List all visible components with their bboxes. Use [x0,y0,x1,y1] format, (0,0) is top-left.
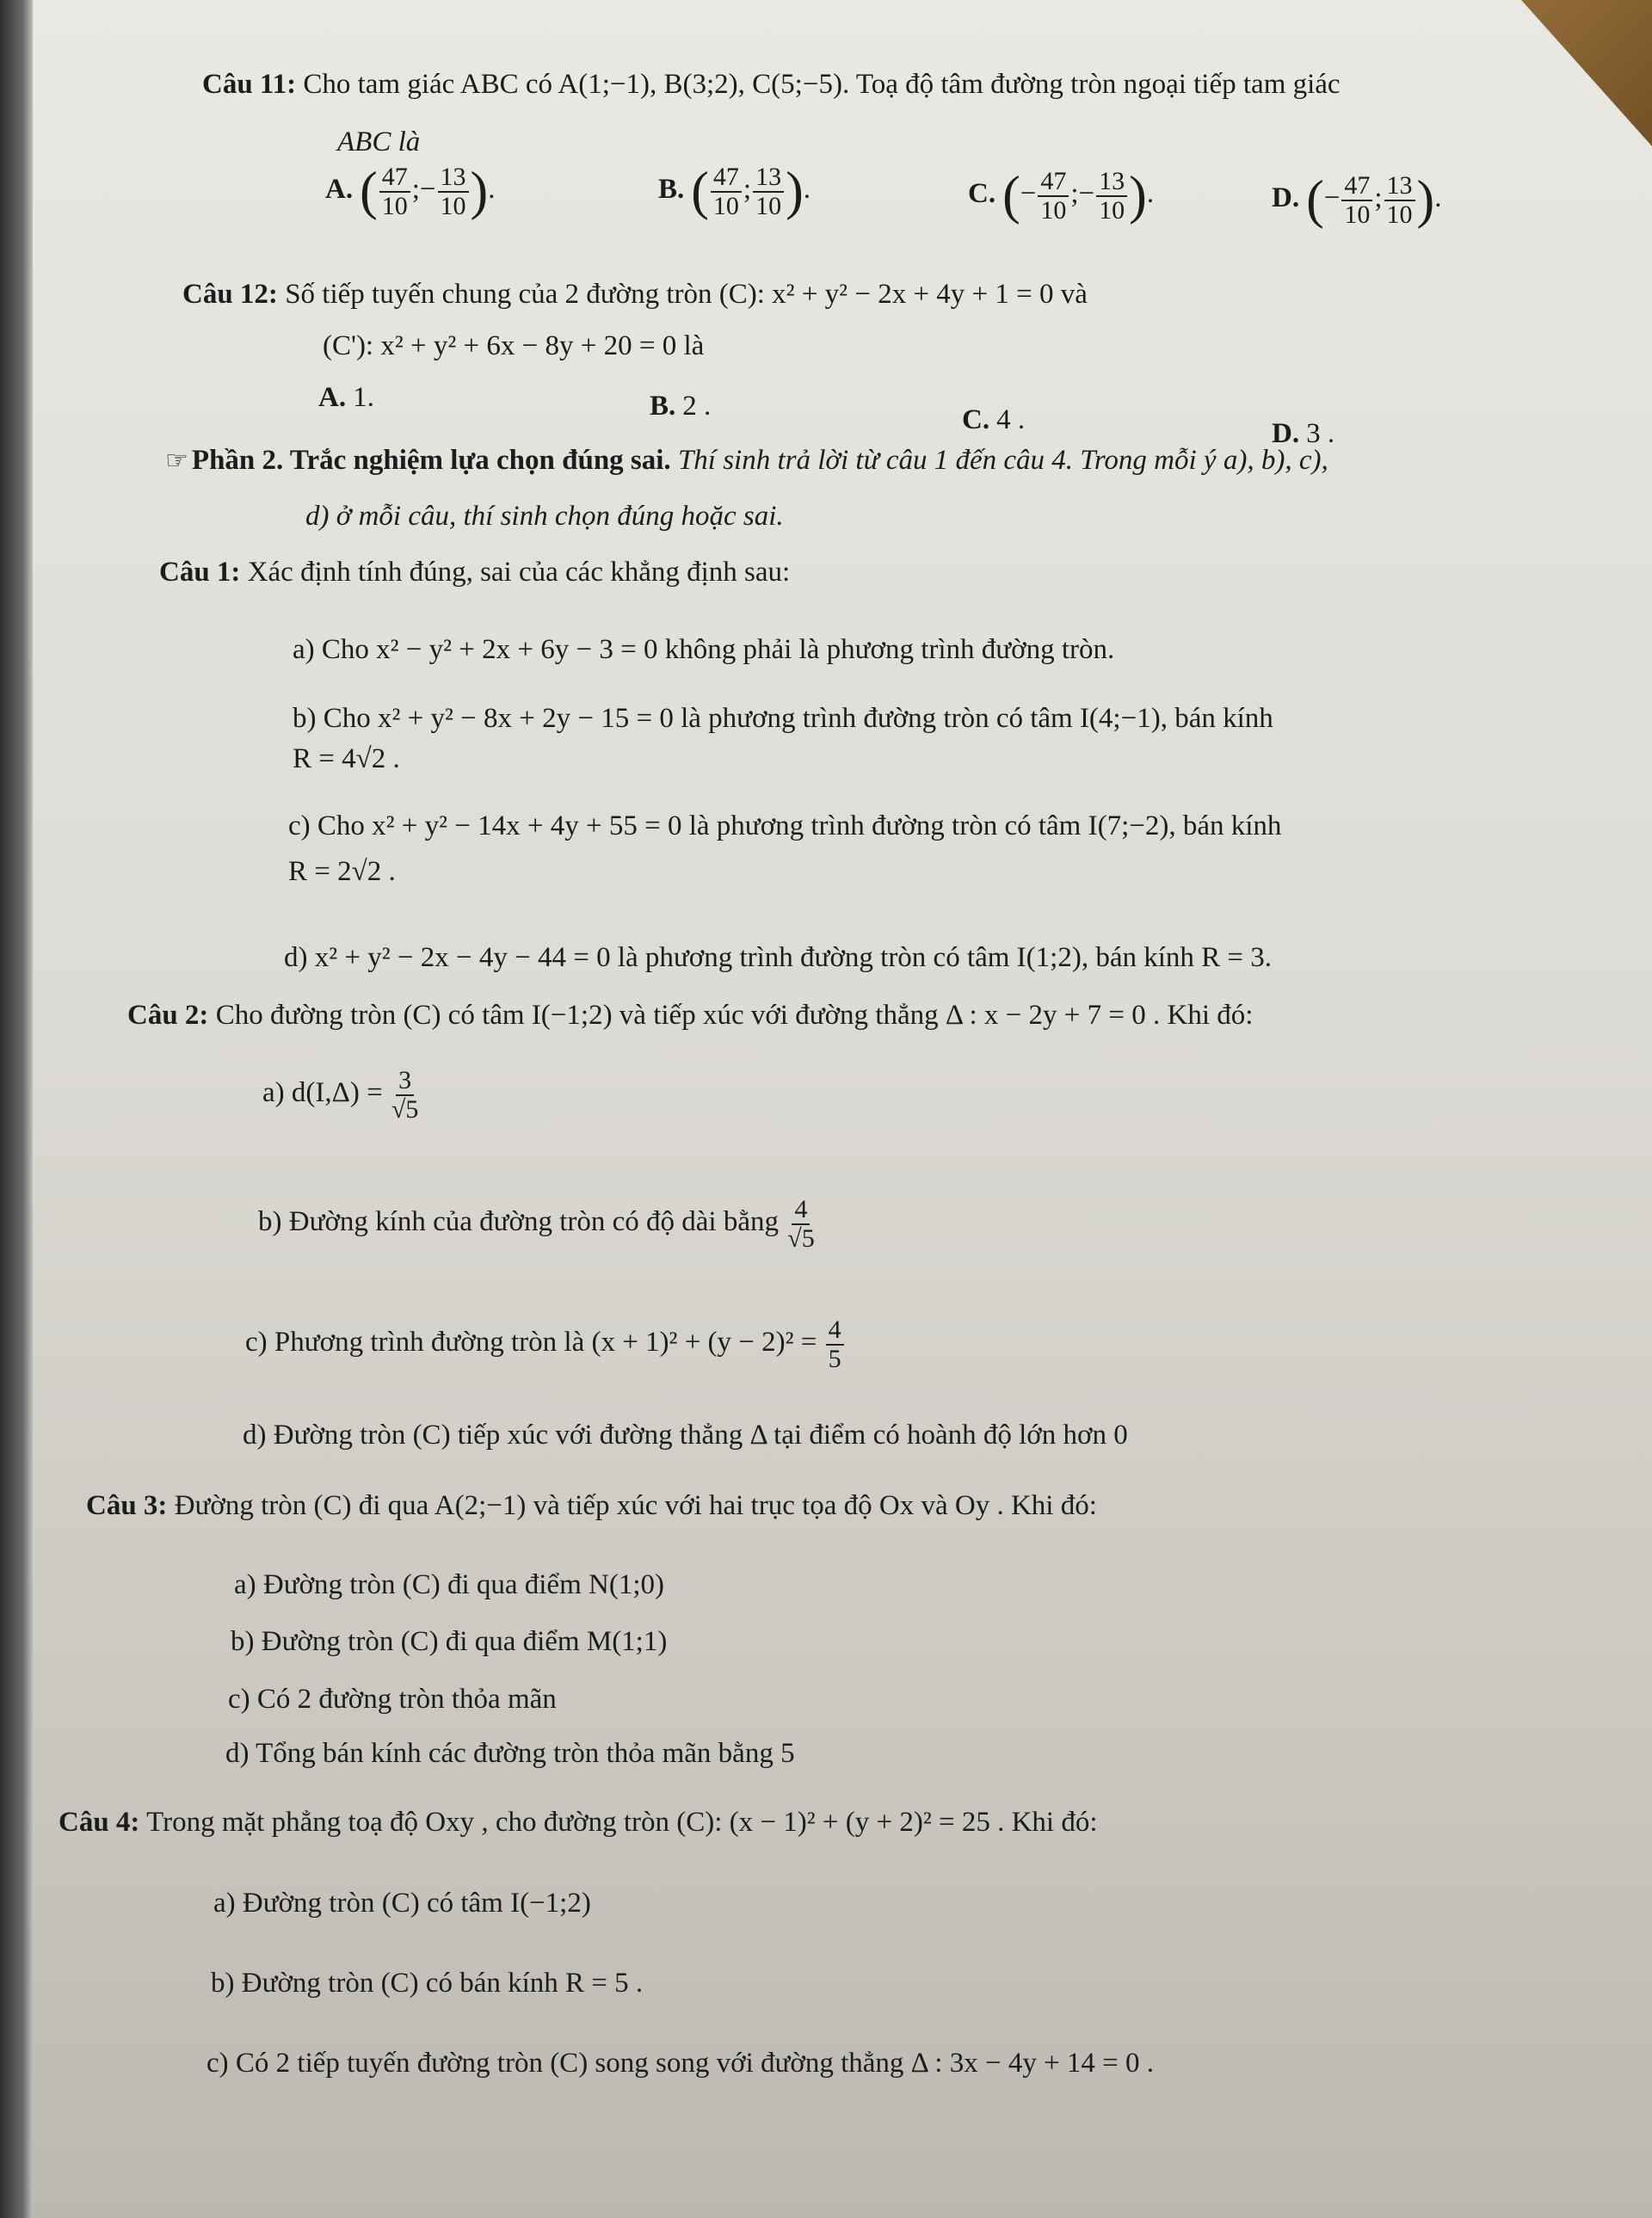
tf3-label: Câu 3: [86,1490,168,1521]
part2-instruction: Thí sinh trả lời từ câu 1 đến câu 4. Trong mỗi ý a), b), c), [677,445,1328,476]
tf1-item-c: c) Cho x² + y² − 14x + 4y + 55 = 0 là phương trình đường tròn có tâm I(7;−2), bán kính [288,810,1282,841]
tf1-item-d: d) x² + y² − 2x − 4y − 44 = 0 là phương trình đường tròn có tâm I(1;2), bán kính R = 3. [284,942,1273,973]
tf3-item-b: b) Đường tròn (C) đi qua điểm M(1;1) [231,1626,668,1657]
q12-option-a: A. 1. [318,382,374,413]
tf4-stem [59,1805,1098,1840]
q12-option-b: B. 2 . [650,391,712,422]
tf4-item-a: a) Đường tròn (C) có tâm I(−1;2) [213,1888,591,1919]
tf3-item-c: c) Có 2 đường tròn thỏa mãn [228,1684,557,1715]
tf1-stem [159,555,790,590]
tf4-label: Câu 4: [59,1807,140,1838]
tf1-item-c-cont: R = 2√2 . [288,856,396,887]
tf1-label: Câu 1: [159,557,241,588]
part2-instruction-cont: d) ở mỗi câu, thí sinh chọn đúng hoặc sai. [305,501,784,532]
tf4-text: Trong mặt phẳng toạ độ Oxy , cho đường tròn (C): (x − 1)² + (y + 2)² = 25 . Khi đó: [146,1807,1098,1838]
q12-text: Số tiếp tuyến chung của 2 đường tròn (C): x² + y² − 2x + 4y + 1 = 0 và [285,279,1088,310]
tf1-item-b-cont: R = 4√2 . [293,743,400,774]
q11-option-b: B. ( $\frac{47}{10}$ ; $\frac{13}{10}$ ). [658,162,811,221]
tf2-item-b: b) Đường kính của đường tròn có độ dài bằng $\frac{4}{√5}$ [258,1195,815,1253]
tf4-item-b: b) Đường tròn (C) có bán kính R = 5 . [211,1968,644,1999]
pointing-hand-icon: ☞ [165,446,188,476]
tf4-item-c: c) Có 2 tiếp tuyến đường tròn (C) song song với đường thẳng Δ : 3x − 4y + 14 = 0 . [206,2048,1155,2079]
tf3-text: Đường tròn (C) đi qua A(2;−1) và tiếp xúc với hai trục tọa độ Ox và Oy . Khi đó: [174,1490,1097,1521]
page-edge-shadow [0,0,33,2218]
tf1-item-a: a) Cho x² − y² + 2x + 6y − 3 = 0 không phải là phương trình đường tròn. [293,634,1115,665]
tf2-item-c: c) Phương trình đường tròn là (x + 1)² + (y − 2)² = $\frac{4}{5}$ [245,1316,846,1372]
q11-text: Cho tam giác ABC có A(1;−1), B(3;2), C(5;−5). Toạ độ tâm đường tròn ngoại tiếp tam giác [303,69,1341,100]
tf2-text: Cho đường tròn (C) có tâm I(−1;2) và tiếp xúc với đường thẳng Δ : x − 2y + 7 = 0 . Khi đó: [215,1000,1254,1031]
q11-option-d: D. (− $\frac{47}{10}$ ; $\frac{13}{10}$ ). [1272,170,1442,230]
tf2-item-d: d) Đường tròn (C) tiếp xúc với đường thẳng Δ tại điểm có hoành độ lớn hơn 0 [243,1420,1128,1451]
tf3-item-d: d) Tổng bán kính các đường tròn thỏa mãn bằng 5 [225,1738,795,1769]
tf2-stem [127,998,1253,1033]
tf2-label: Câu 2: [127,1000,209,1031]
q12-option-c: C. 4 . [962,404,1026,435]
q12-text-cont: (C'): x² + y² + 6x − 8y + 20 = 0 là [323,330,705,361]
part2-heading [165,443,1328,478]
q11-option-c: C. (− $\frac{47}{10}$ ;− $\frac{13}{10}$ ). [968,166,1155,225]
q11-label: Câu 11: [202,69,297,100]
q11-stem [202,67,1341,102]
q11-text-cont: ABC là [337,126,421,157]
tf3-item-a: a) Đường tròn (C) đi qua điểm N(1;0) [234,1569,664,1600]
q11-option-a: A. ( $\frac{47}{10}$ ;− $\frac{13}{10}$ ). [325,162,496,221]
tf1-text: Xác định tính đúng, sai của các khẳng định sau: [247,557,791,588]
tf2-item-a: a) d(I,Δ) = $\frac{3}{√5}$ [262,1066,419,1124]
q12-label: Câu 12: [182,279,278,310]
tf1-item-b: b) Cho x² + y² − 8x + 2y − 15 = 0 là phương trình đường tròn có tâm I(4;−1), bán kính [293,703,1273,734]
q12-option-d: D. 3 . [1272,418,1335,449]
tf3-stem [86,1488,1097,1524]
part2-title: Phần 2. Trắc nghiệm lựa chọn đúng sai. [191,445,671,476]
q12-stem [182,277,1088,312]
